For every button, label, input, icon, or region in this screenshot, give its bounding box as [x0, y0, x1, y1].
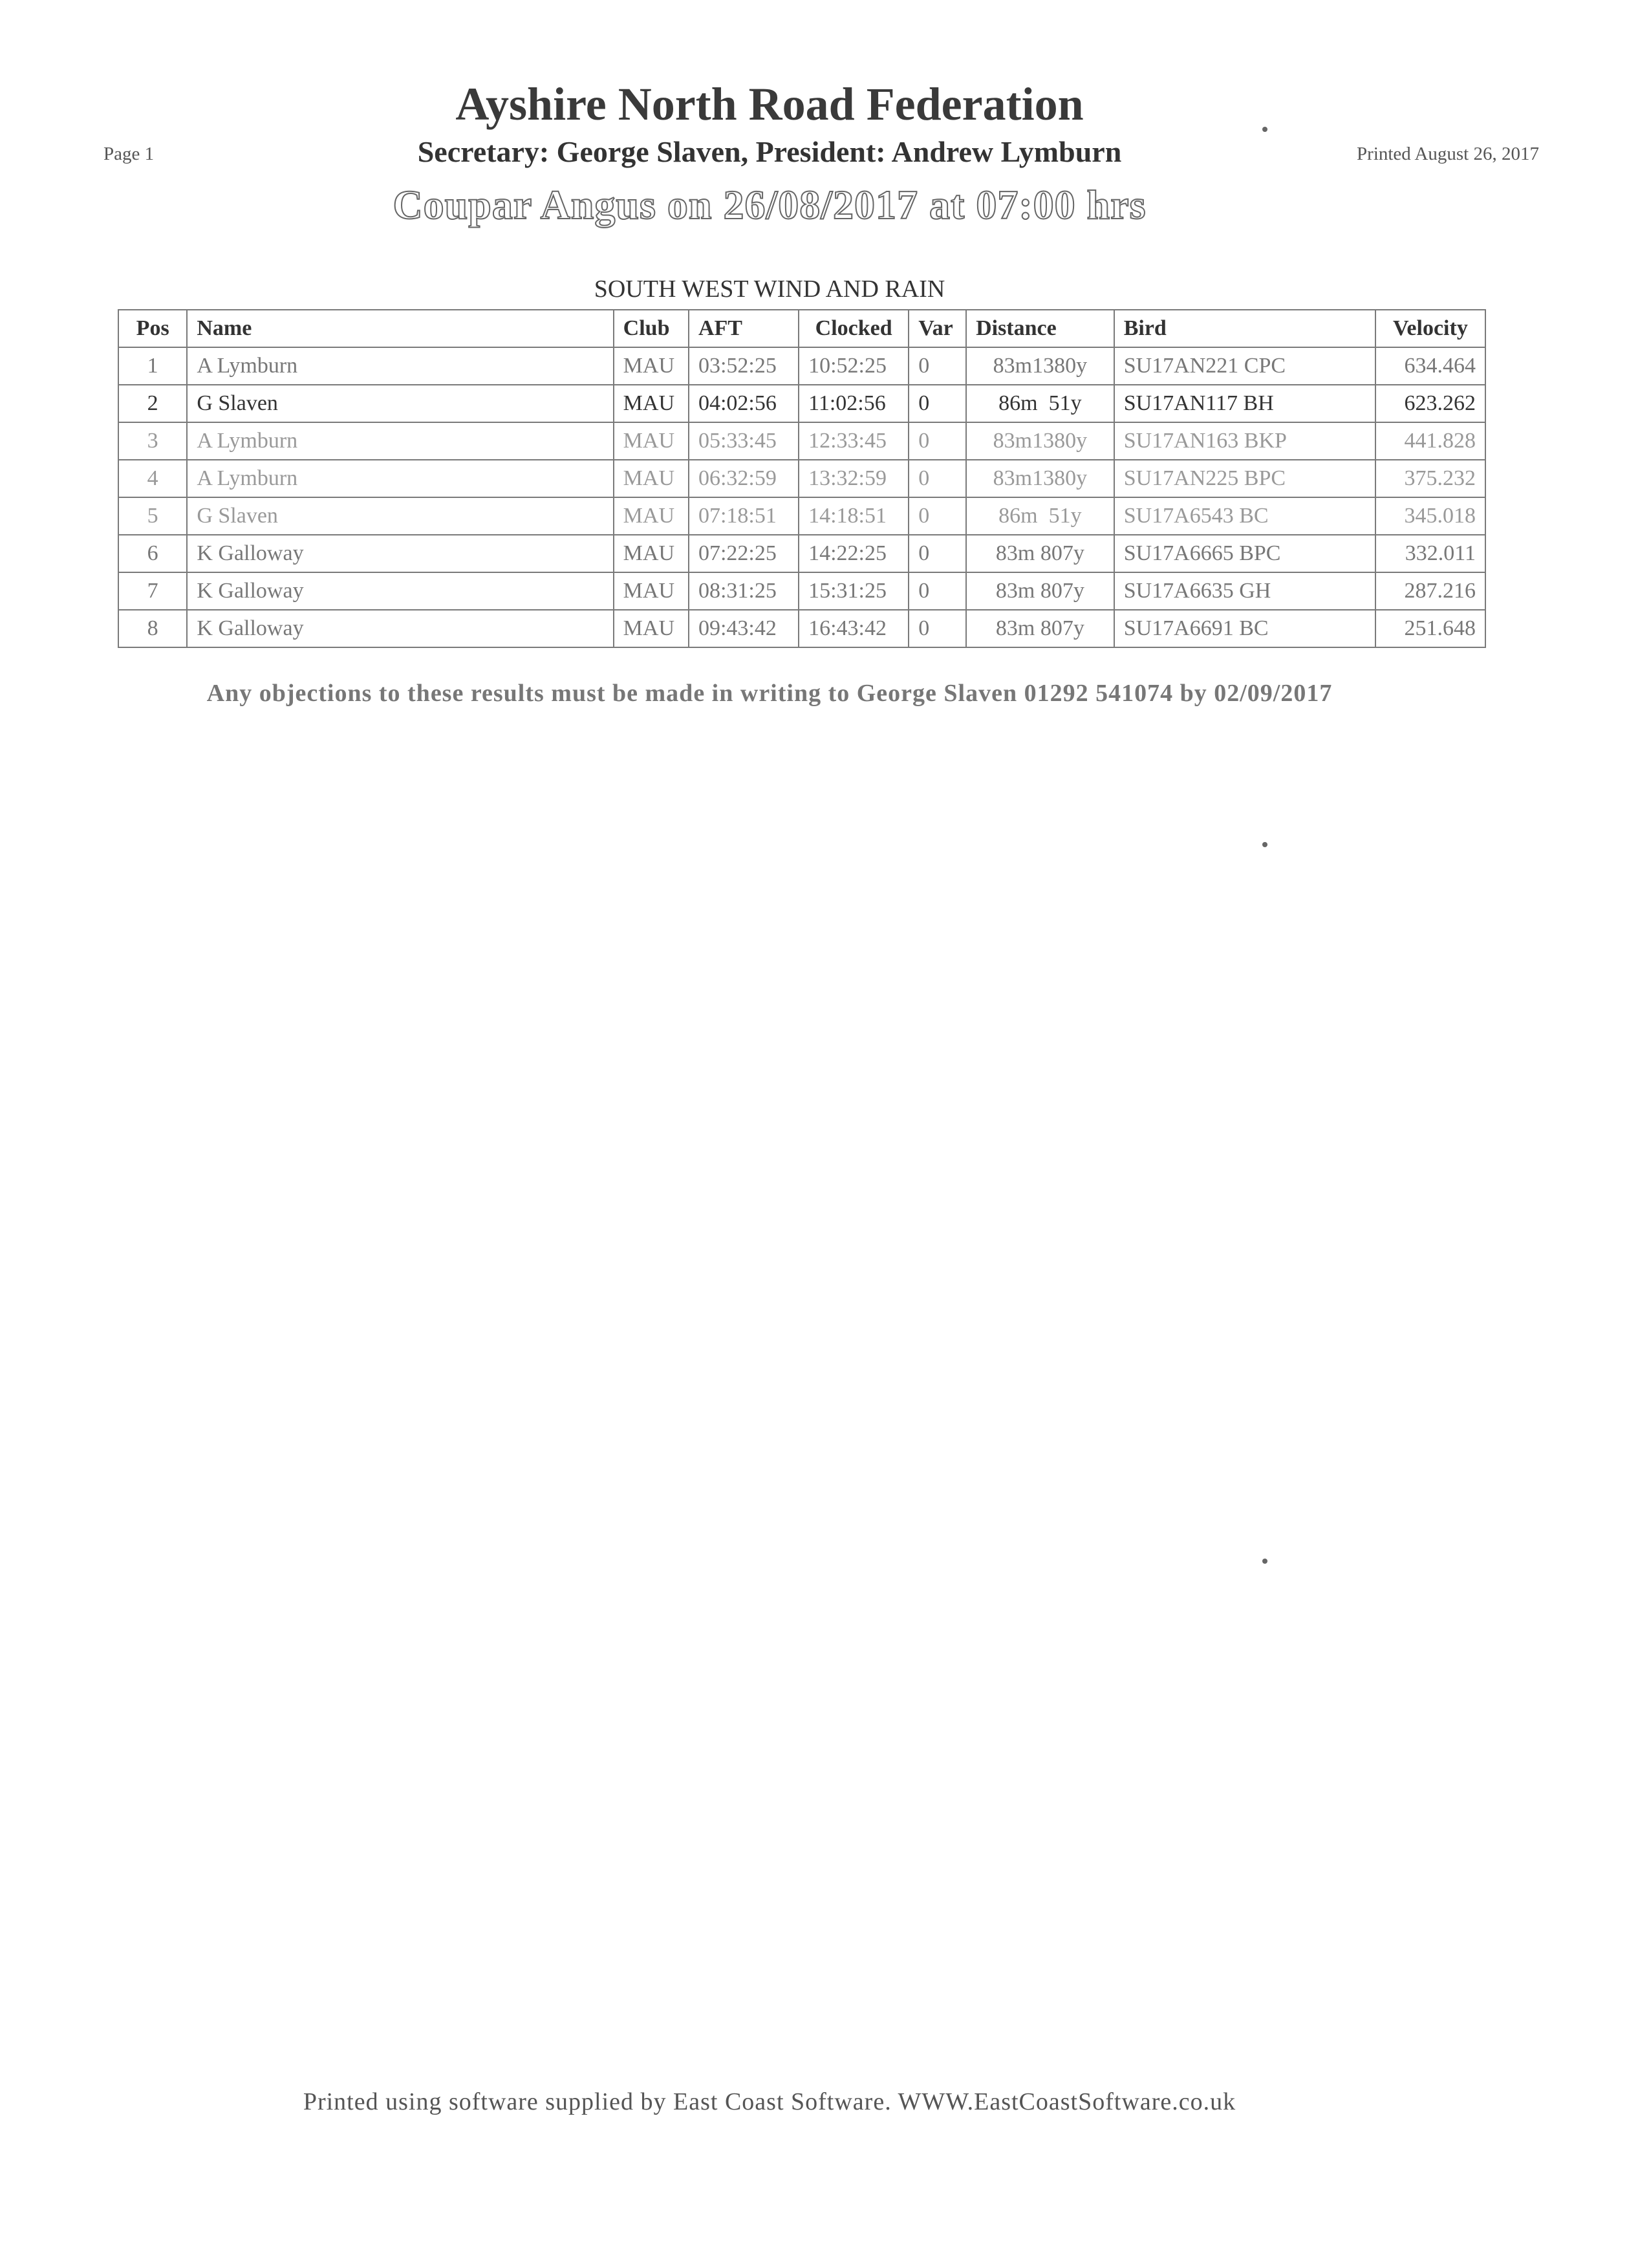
cell-var: 0 — [909, 572, 966, 610]
cell-bird: SU17A6691 BC — [1114, 610, 1375, 647]
cell-var: 0 — [909, 460, 966, 497]
cell-name: K Galloway — [187, 572, 613, 610]
cell-distance: 86m 51y — [966, 385, 1114, 422]
cell-clocked: 13:32:59 — [799, 460, 909, 497]
cell-aft: 03:52:25 — [689, 347, 799, 385]
table-row — [118, 572, 1485, 610]
race-info: Coupar Angus on 26/08/2017 at 07:00 hrs — [393, 182, 1147, 228]
page-number: Page 1 — [103, 144, 155, 164]
header-velocity: Velocity — [1375, 310, 1485, 347]
cell-bird: SU17A6635 GH — [1114, 572, 1375, 610]
software-footer: Printed using software supplied by East Coast Software. WWW.EastCoastSoftware.co.uk — [303, 2088, 1236, 2115]
cell-velocity: 623.262 — [1375, 385, 1485, 422]
cell-velocity: 287.216 — [1375, 572, 1485, 610]
officials-subtitle: Secretary: George Slaven, President: Andrew Lymburn — [417, 135, 1122, 168]
cell-club: MAU — [614, 572, 689, 610]
table-row — [118, 610, 1485, 647]
cell-velocity: 332.011 — [1375, 535, 1485, 572]
cell-distance: 83m 807y — [966, 535, 1114, 572]
cell-name: K Galloway — [187, 610, 613, 647]
cell-var: 0 — [909, 422, 966, 460]
table-row — [118, 497, 1485, 535]
cell-name: G Slaven — [187, 497, 613, 535]
cell-name: A Lymburn — [187, 460, 613, 497]
cell-club: MAU — [614, 422, 689, 460]
cell-aft: 06:32:59 — [689, 460, 799, 497]
cell-var: 0 — [909, 610, 966, 647]
cell-club: MAU — [614, 610, 689, 647]
table-row — [118, 422, 1485, 460]
cell-clocked: 15:31:25 — [799, 572, 909, 610]
cell-bird: SU17AN117 BH — [1114, 385, 1375, 422]
cell-bird: SU17A6665 BPC — [1114, 535, 1375, 572]
cell-club: MAU — [614, 385, 689, 422]
cell-club: MAU — [614, 347, 689, 385]
table-row — [118, 460, 1485, 497]
table-row — [118, 347, 1485, 385]
cell-var: 0 — [909, 535, 966, 572]
cell-pos: 8 — [118, 610, 187, 647]
cell-clocked: 14:18:51 — [799, 497, 909, 535]
header-distance: Distance — [966, 310, 1114, 347]
cell-pos: 6 — [118, 535, 187, 572]
weather-conditions: SOUTH WEST WIND AND RAIN — [594, 275, 945, 303]
results-table — [118, 309, 1486, 648]
header-club: Club — [614, 310, 689, 347]
cell-bird: SU17AN221 CPC — [1114, 347, 1375, 385]
cell-distance: 83m1380y — [966, 422, 1114, 460]
cell-pos: 5 — [118, 497, 187, 535]
cell-aft: 09:43:42 — [689, 610, 799, 647]
cell-pos: 1 — [118, 347, 187, 385]
table-row — [118, 535, 1485, 572]
printed-date: Printed August 26, 2017 — [1357, 144, 1539, 164]
cell-bird: SU17AN163 BKP — [1114, 422, 1375, 460]
header-bird: Bird — [1114, 310, 1375, 347]
cell-velocity: 375.232 — [1375, 460, 1485, 497]
cell-club: MAU — [614, 460, 689, 497]
header-clocked: Clocked — [799, 310, 909, 347]
table-header-row — [118, 310, 1485, 347]
cell-var: 0 — [909, 347, 966, 385]
page-title: Ayshire North Road Federation — [455, 78, 1084, 130]
cell-var: 0 — [909, 385, 966, 422]
cell-pos: 2 — [118, 385, 187, 422]
cell-clocked: 14:22:25 — [799, 535, 909, 572]
cell-velocity: 441.828 — [1375, 422, 1485, 460]
scan-speck — [1262, 1559, 1267, 1564]
cell-aft: 07:18:51 — [689, 497, 799, 535]
cell-club: MAU — [614, 535, 689, 572]
cell-pos: 4 — [118, 460, 187, 497]
cell-clocked: 16:43:42 — [799, 610, 909, 647]
cell-aft: 08:31:25 — [689, 572, 799, 610]
cell-pos: 7 — [118, 572, 187, 610]
cell-var: 0 — [909, 497, 966, 535]
cell-name: K Galloway — [187, 535, 613, 572]
cell-velocity: 345.018 — [1375, 497, 1485, 535]
cell-clocked: 11:02:56 — [799, 385, 909, 422]
cell-clocked: 12:33:45 — [799, 422, 909, 460]
header-pos: Pos — [118, 310, 187, 347]
cell-distance: 83m1380y — [966, 347, 1114, 385]
cell-bird: SU17AN225 BPC — [1114, 460, 1375, 497]
cell-distance: 83m 807y — [966, 572, 1114, 610]
cell-distance: 83m 807y — [966, 610, 1114, 647]
header-aft: AFT — [689, 310, 799, 347]
cell-aft: 05:33:45 — [689, 422, 799, 460]
cell-clocked: 10:52:25 — [799, 347, 909, 385]
scan-speck — [1262, 842, 1267, 847]
table-row — [118, 385, 1485, 422]
cell-name: A Lymburn — [187, 347, 613, 385]
header-name: Name — [187, 310, 613, 347]
cell-aft: 04:02:56 — [689, 385, 799, 422]
cell-pos: 3 — [118, 422, 187, 460]
cell-bird: SU17A6543 BC — [1114, 497, 1375, 535]
cell-distance: 86m 51y — [966, 497, 1114, 535]
objections-notice: Any objections to these results must be made in writing to George Slaven 01292 541074 by 02/09/2017 — [206, 680, 1333, 707]
cell-velocity: 634.464 — [1375, 347, 1485, 385]
cell-aft: 07:22:25 — [689, 535, 799, 572]
cell-velocity: 251.648 — [1375, 610, 1485, 647]
cell-club: MAU — [614, 497, 689, 535]
header-var: Var — [909, 310, 966, 347]
cell-distance: 83m1380y — [966, 460, 1114, 497]
scan-speck — [1262, 127, 1267, 132]
cell-name: A Lymburn — [187, 422, 613, 460]
cell-name: G Slaven — [187, 385, 613, 422]
